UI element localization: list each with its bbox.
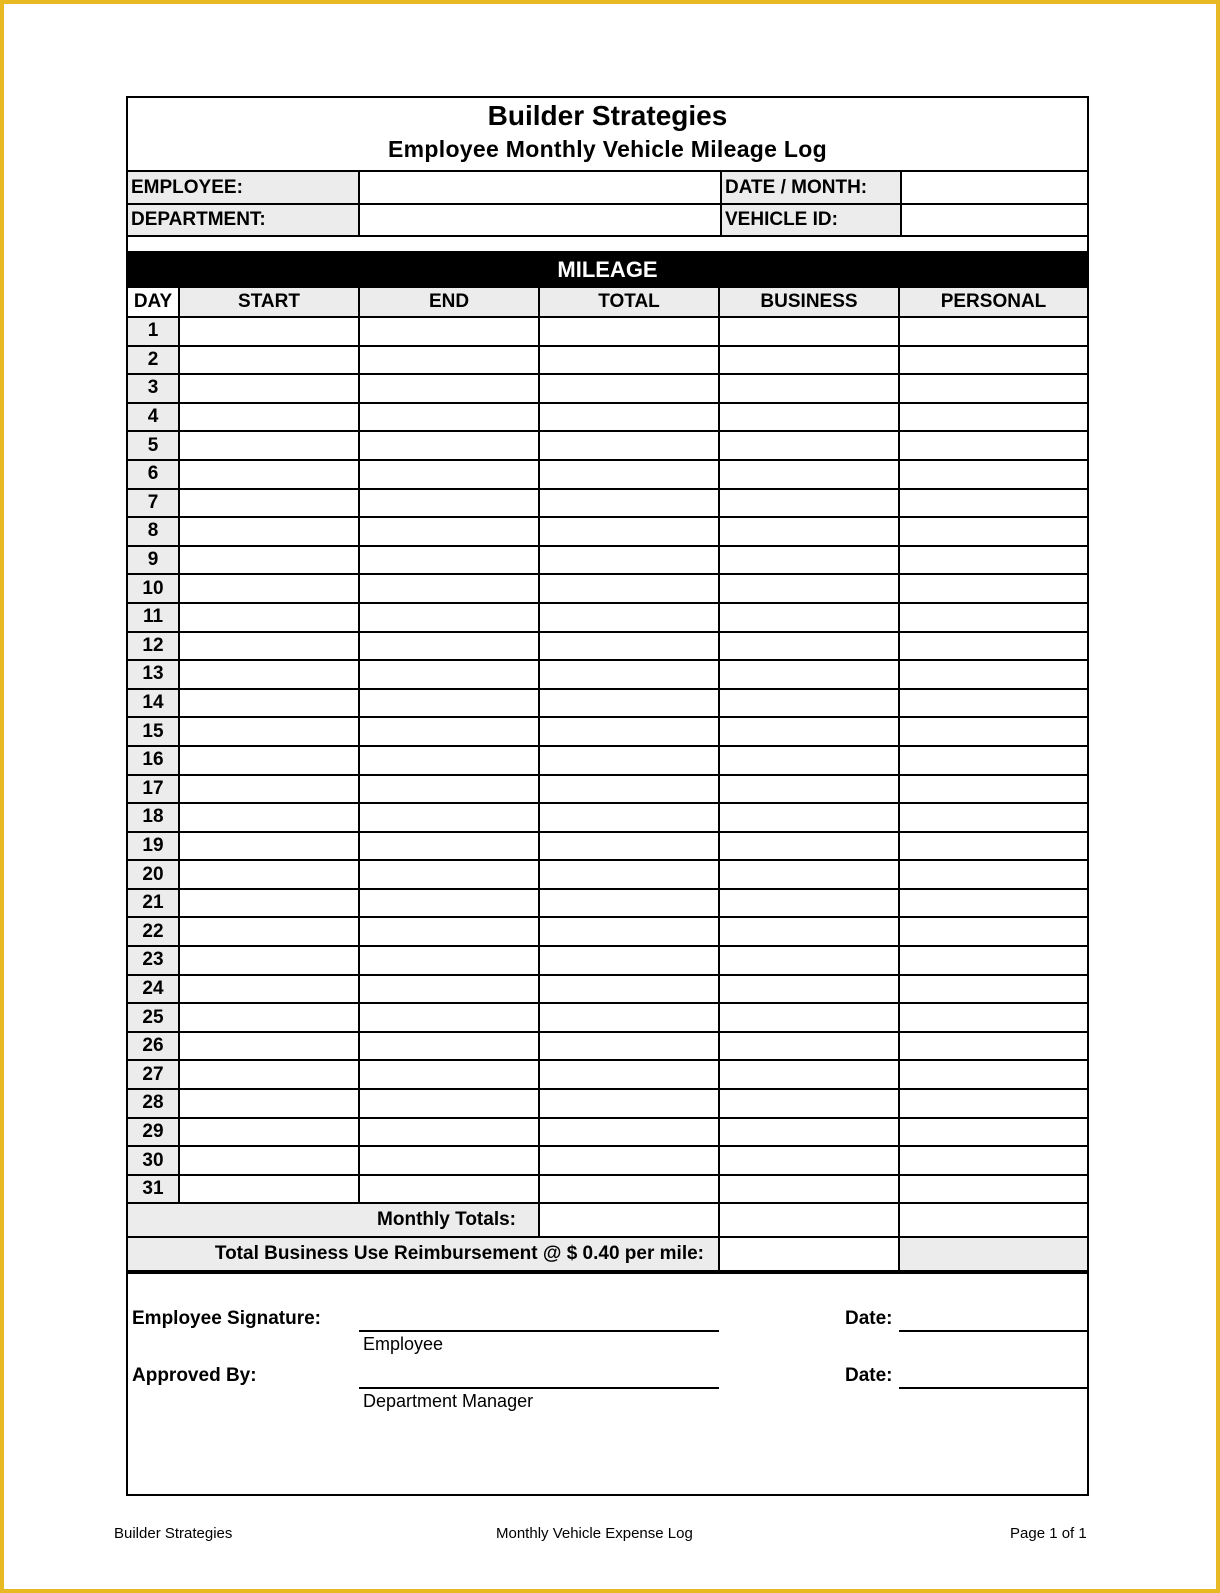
total-cell[interactable]	[539, 603, 719, 632]
total-cell[interactable]	[539, 1089, 719, 1118]
footer-right: Page 1 of 1	[1010, 1525, 1087, 1542]
start-cell[interactable]	[179, 689, 359, 718]
table-row	[128, 603, 1087, 632]
table-row	[128, 346, 1087, 375]
total-cell[interactable]	[539, 746, 719, 775]
personal-cell[interactable]	[899, 832, 1087, 861]
day-number: 25	[128, 1003, 179, 1032]
spacer	[128, 237, 1087, 251]
business-cell[interactable]	[719, 517, 899, 546]
start-cell[interactable]	[179, 803, 359, 832]
end-cell[interactable]	[359, 975, 539, 1004]
personal-cell[interactable]	[899, 717, 1087, 746]
business-cell[interactable]	[719, 374, 899, 403]
table-row	[128, 660, 1087, 689]
business-cell[interactable]	[719, 660, 899, 689]
start-cell[interactable]	[179, 460, 359, 489]
end-cell[interactable]	[359, 346, 539, 375]
total-cell[interactable]	[539, 1118, 719, 1147]
total-business-cell[interactable]	[719, 1203, 899, 1237]
business-cell[interactable]	[719, 1060, 899, 1089]
table-row	[128, 489, 1087, 518]
end-cell[interactable]	[359, 860, 539, 889]
footer-left: Builder Strategies	[114, 1525, 233, 1542]
personal-cell[interactable]	[899, 1175, 1087, 1204]
end-cell[interactable]	[359, 1060, 539, 1089]
business-cell[interactable]	[719, 1003, 899, 1032]
personal-cell[interactable]	[899, 431, 1087, 460]
start-cell[interactable]	[179, 889, 359, 918]
end-cell[interactable]	[359, 917, 539, 946]
table-row	[128, 317, 1087, 346]
total-cell[interactable]	[539, 975, 719, 1004]
personal-cell[interactable]	[899, 403, 1087, 432]
company-name: Builder Strategies	[487, 100, 728, 131]
table-row	[128, 946, 1087, 975]
business-cell[interactable]	[719, 832, 899, 861]
approval-signature-line[interactable]	[359, 1387, 719, 1389]
table-row	[128, 975, 1087, 1004]
personal-cell[interactable]	[899, 889, 1087, 918]
employee-signature-label: Employee Signature:	[132, 1308, 321, 1330]
table-row	[128, 1175, 1087, 1204]
start-cell[interactable]	[179, 517, 359, 546]
business-cell[interactable]	[719, 889, 899, 918]
end-cell[interactable]	[359, 460, 539, 489]
total-cell[interactable]	[539, 317, 719, 346]
business-cell[interactable]	[719, 975, 899, 1004]
start-cell[interactable]	[179, 317, 359, 346]
personal-cell[interactable]	[899, 746, 1087, 775]
business-cell[interactable]	[719, 460, 899, 489]
end-cell[interactable]	[359, 317, 539, 346]
day-number: 6	[128, 460, 179, 489]
start-cell[interactable]	[179, 832, 359, 861]
table-row	[128, 917, 1087, 946]
table-row	[128, 1032, 1087, 1061]
personal-cell[interactable]	[899, 1146, 1087, 1175]
day-number: 31	[128, 1175, 179, 1204]
table-row	[128, 1146, 1087, 1175]
personal-cell[interactable]	[899, 1060, 1087, 1089]
total-total-cell[interactable]	[539, 1203, 719, 1237]
table-row	[128, 1060, 1087, 1089]
personal-cell[interactable]	[899, 574, 1087, 603]
employee-field[interactable]	[359, 172, 721, 204]
form-title: Employee Monthly Vehicle Mileage Log	[388, 136, 827, 162]
footer-center: Monthly Vehicle Expense Log	[496, 1525, 693, 1542]
total-cell[interactable]	[539, 917, 719, 946]
personal-cell[interactable]	[899, 317, 1087, 346]
total-cell[interactable]	[539, 460, 719, 489]
start-cell[interactable]	[179, 374, 359, 403]
monthly-totals-row	[128, 1203, 1087, 1237]
total-cell[interactable]	[539, 574, 719, 603]
column-header-start: START	[179, 287, 359, 317]
business-cell[interactable]	[719, 1175, 899, 1204]
table-row	[128, 832, 1087, 861]
table-row	[128, 1089, 1087, 1118]
personal-cell[interactable]	[899, 1118, 1087, 1147]
column-header-day: DAY	[128, 287, 179, 317]
business-cell[interactable]	[719, 403, 899, 432]
end-cell[interactable]	[359, 374, 539, 403]
personal-cell[interactable]	[899, 374, 1087, 403]
end-cell[interactable]	[359, 775, 539, 804]
day-number: 14	[128, 689, 179, 718]
total-cell[interactable]	[539, 431, 719, 460]
employee-date-label: Date:	[845, 1308, 893, 1330]
employee-label: EMPLOYEE:	[128, 172, 359, 204]
end-cell[interactable]	[359, 1175, 539, 1204]
start-cell[interactable]	[179, 489, 359, 518]
total-cell[interactable]	[539, 660, 719, 689]
end-cell[interactable]	[359, 889, 539, 918]
start-cell[interactable]	[179, 1175, 359, 1204]
business-cell[interactable]	[719, 746, 899, 775]
day-number: 23	[128, 946, 179, 975]
total-cell[interactable]	[539, 717, 719, 746]
start-cell[interactable]	[179, 546, 359, 575]
personal-cell[interactable]	[899, 1032, 1087, 1061]
total-cell[interactable]	[539, 1060, 719, 1089]
day-number: 15	[128, 717, 179, 746]
total-cell[interactable]	[539, 517, 719, 546]
total-cell[interactable]	[539, 346, 719, 375]
total-cell[interactable]	[539, 546, 719, 575]
personal-cell[interactable]	[899, 803, 1087, 832]
reimbursement-label: Total Business Use Reimbursement @ $ 0.40 per mile:	[128, 1237, 719, 1271]
personal-cell[interactable]	[899, 1003, 1087, 1032]
table-row	[128, 632, 1087, 661]
start-cell[interactable]	[179, 917, 359, 946]
end-cell[interactable]	[359, 546, 539, 575]
start-cell[interactable]	[179, 603, 359, 632]
start-cell[interactable]	[179, 403, 359, 432]
employee-caption: Employee	[363, 1334, 444, 1355]
personal-cell[interactable]	[899, 603, 1087, 632]
day-number: 5	[128, 431, 179, 460]
table-row	[128, 860, 1087, 889]
personal-cell[interactable]	[899, 489, 1087, 518]
personal-cell[interactable]	[899, 1089, 1087, 1118]
start-cell[interactable]	[179, 775, 359, 804]
business-cell[interactable]	[719, 775, 899, 804]
department-field[interactable]	[359, 204, 721, 236]
day-number: 22	[128, 917, 179, 946]
total-cell[interactable]	[539, 489, 719, 518]
start-cell[interactable]	[179, 1146, 359, 1175]
day-number: 30	[128, 1146, 179, 1175]
table-row	[128, 1118, 1087, 1147]
employee-signature-line[interactable]	[359, 1330, 719, 1332]
end-cell[interactable]	[359, 1118, 539, 1147]
end-cell[interactable]	[359, 1003, 539, 1032]
table-row	[128, 746, 1087, 775]
personal-cell[interactable]	[899, 689, 1087, 718]
business-cell[interactable]	[719, 1089, 899, 1118]
start-cell[interactable]	[179, 632, 359, 661]
business-cell[interactable]	[719, 603, 899, 632]
personal-cell[interactable]	[899, 546, 1087, 575]
start-cell[interactable]	[179, 1089, 359, 1118]
reimbursement-row	[128, 1237, 1087, 1271]
start-cell[interactable]	[179, 1060, 359, 1089]
business-cell[interactable]	[719, 1032, 899, 1061]
column-header-end: END	[359, 287, 539, 317]
personal-cell[interactable]	[899, 460, 1087, 489]
reimbursement-blank-cell	[899, 1237, 1087, 1271]
total-cell[interactable]	[539, 1032, 719, 1061]
personal-cell[interactable]	[899, 660, 1087, 689]
personal-cell[interactable]	[899, 946, 1087, 975]
end-cell[interactable]	[359, 489, 539, 518]
table-row	[128, 517, 1087, 546]
total-cell[interactable]	[539, 1146, 719, 1175]
business-cell[interactable]	[719, 917, 899, 946]
table-row	[128, 803, 1087, 832]
personal-cell[interactable]	[899, 860, 1087, 889]
business-cell[interactable]	[719, 489, 899, 518]
personal-cell[interactable]	[899, 517, 1087, 546]
day-number: 28	[128, 1089, 179, 1118]
end-cell[interactable]	[359, 517, 539, 546]
form-header	[128, 98, 1087, 172]
vehicle-id-field[interactable]	[901, 204, 1087, 236]
column-header-business: BUSINESS	[719, 287, 899, 317]
end-cell[interactable]	[359, 632, 539, 661]
day-number: 24	[128, 975, 179, 1004]
end-cell[interactable]	[359, 1146, 539, 1175]
approved-by-label: Approved By:	[132, 1365, 257, 1387]
table-row	[128, 460, 1087, 489]
day-number: 8	[128, 517, 179, 546]
table-row	[128, 889, 1087, 918]
date-month-field[interactable]	[901, 172, 1087, 204]
personal-cell[interactable]	[899, 975, 1087, 1004]
end-cell[interactable]	[359, 689, 539, 718]
end-cell[interactable]	[359, 946, 539, 975]
end-cell[interactable]	[359, 803, 539, 832]
total-cell[interactable]	[539, 632, 719, 661]
business-cell[interactable]	[719, 1118, 899, 1147]
total-cell[interactable]	[539, 946, 719, 975]
personal-cell[interactable]	[899, 917, 1087, 946]
day-number: 1	[128, 317, 179, 346]
day-number: 18	[128, 803, 179, 832]
business-cell[interactable]	[719, 574, 899, 603]
signature-section	[128, 1272, 1087, 1424]
approval-date-line[interactable]	[899, 1387, 1087, 1389]
start-cell[interactable]	[179, 946, 359, 975]
end-cell[interactable]	[359, 832, 539, 861]
total-cell[interactable]	[539, 803, 719, 832]
day-number: 7	[128, 489, 179, 518]
end-cell[interactable]	[359, 431, 539, 460]
business-cell[interactable]	[719, 546, 899, 575]
total-cell[interactable]	[539, 1175, 719, 1204]
end-cell[interactable]	[359, 574, 539, 603]
personal-cell[interactable]	[899, 346, 1087, 375]
department-label: DEPARTMENT:	[128, 204, 359, 236]
end-cell[interactable]	[359, 1032, 539, 1061]
end-cell[interactable]	[359, 717, 539, 746]
end-cell[interactable]	[359, 403, 539, 432]
table-row	[128, 574, 1087, 603]
start-cell[interactable]	[179, 660, 359, 689]
business-cell[interactable]	[719, 632, 899, 661]
day-number: 27	[128, 1060, 179, 1089]
table-row	[128, 546, 1087, 575]
table-row	[128, 775, 1087, 804]
day-number: 16	[128, 746, 179, 775]
day-number: 3	[128, 374, 179, 403]
total-cell[interactable]	[539, 689, 719, 718]
total-personal-cell[interactable]	[899, 1203, 1087, 1237]
business-cell[interactable]	[719, 431, 899, 460]
table-row	[128, 374, 1087, 403]
end-cell[interactable]	[359, 603, 539, 632]
day-number: 20	[128, 860, 179, 889]
day-number: 11	[128, 603, 179, 632]
monthly-totals-label: Monthly Totals:	[128, 1203, 539, 1237]
total-cell[interactable]	[539, 832, 719, 861]
total-cell[interactable]	[539, 889, 719, 918]
business-cell[interactable]	[719, 346, 899, 375]
start-cell[interactable]	[179, 746, 359, 775]
start-cell[interactable]	[179, 975, 359, 1004]
day-number: 12	[128, 632, 179, 661]
start-cell[interactable]	[179, 860, 359, 889]
end-cell[interactable]	[359, 660, 539, 689]
personal-cell[interactable]	[899, 632, 1087, 661]
employee-date-line[interactable]	[899, 1330, 1087, 1332]
end-cell[interactable]	[359, 746, 539, 775]
column-header-total: TOTAL	[539, 287, 719, 317]
table-row	[128, 689, 1087, 718]
business-cell[interactable]	[719, 946, 899, 975]
business-cell[interactable]	[719, 803, 899, 832]
business-cell[interactable]	[719, 689, 899, 718]
day-number: 10	[128, 574, 179, 603]
start-cell[interactable]	[179, 431, 359, 460]
end-cell[interactable]	[359, 1089, 539, 1118]
business-cell[interactable]	[719, 317, 899, 346]
mileage-band: MILEAGE	[128, 251, 1087, 286]
day-number: 13	[128, 660, 179, 689]
day-number: 4	[128, 403, 179, 432]
total-cell[interactable]	[539, 374, 719, 403]
total-cell[interactable]	[539, 403, 719, 432]
day-number: 29	[128, 1118, 179, 1147]
reimbursement-amount-cell[interactable]	[719, 1237, 899, 1271]
mileage-table	[128, 286, 1087, 1272]
start-cell[interactable]	[179, 574, 359, 603]
day-number: 26	[128, 1032, 179, 1061]
date-month-label: DATE / MONTH:	[721, 172, 901, 204]
day-number: 21	[128, 889, 179, 918]
start-cell[interactable]	[179, 1003, 359, 1032]
start-cell[interactable]	[179, 717, 359, 746]
total-cell[interactable]	[539, 1003, 719, 1032]
approval-date-label: Date:	[845, 1365, 893, 1387]
start-cell[interactable]	[179, 346, 359, 375]
total-cell[interactable]	[539, 860, 719, 889]
table-row	[128, 1003, 1087, 1032]
business-cell[interactable]	[719, 717, 899, 746]
column-header-personal: PERSONAL	[899, 287, 1087, 317]
start-cell[interactable]	[179, 1118, 359, 1147]
manager-caption: Department Manager	[363, 1391, 534, 1412]
mileage-log-form	[126, 96, 1089, 1496]
day-number: 2	[128, 346, 179, 375]
personal-cell[interactable]	[899, 775, 1087, 804]
total-cell[interactable]	[539, 775, 719, 804]
table-row	[128, 403, 1087, 432]
table-row	[128, 431, 1087, 460]
vehicle-id-label: VEHICLE ID:	[721, 204, 901, 236]
day-number: 9	[128, 546, 179, 575]
table-row	[128, 717, 1087, 746]
start-cell[interactable]	[179, 1032, 359, 1061]
business-cell[interactable]	[719, 1146, 899, 1175]
info-table	[128, 172, 1087, 237]
mileage-header-row	[128, 287, 1087, 317]
business-cell[interactable]	[719, 860, 899, 889]
day-number: 19	[128, 832, 179, 861]
day-number: 17	[128, 775, 179, 804]
